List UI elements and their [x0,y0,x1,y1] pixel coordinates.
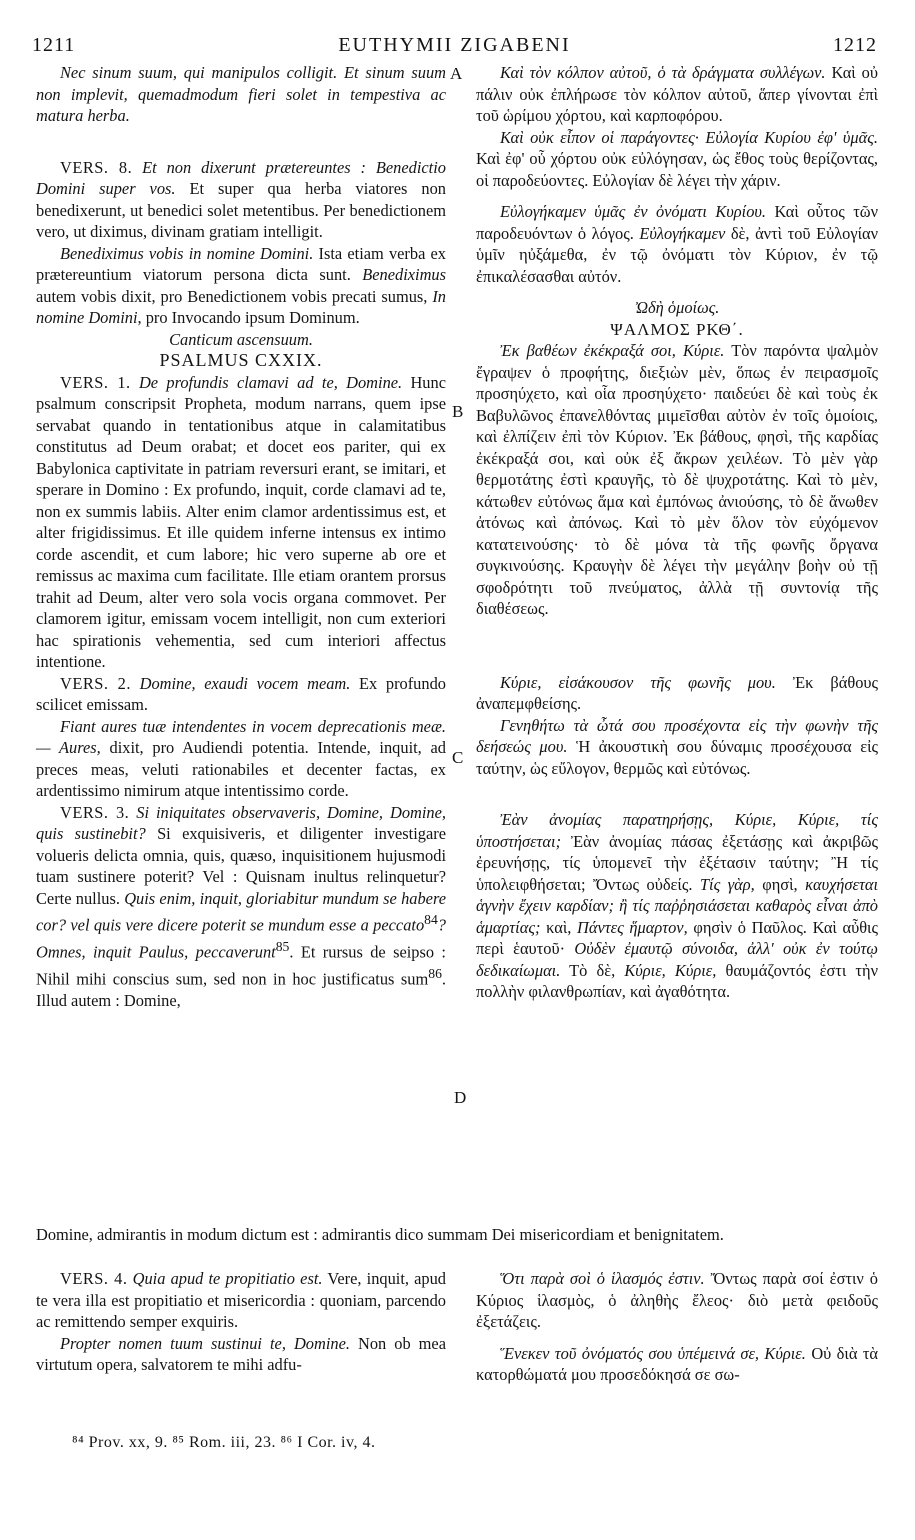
latin-verse-8 [36,157,446,243]
greek-paragraph: Γενηθήτω τὰ ὦτά σου προσέχοντα εἰς τὴν φωνὴν τῆς δεήσεώς μου. Ἡ ἀκουστικὴ σου δύναμις προσέχουσα εἰς ταύτην, ὡς εὔλογον, θερμῶς καὶ εὐτόνως. [476,715,878,778]
greek-column-lower [476,1268,878,1386]
full-width-line: Domine, admirantis in modum dictum est : admirantis dico summam Dei misericordiam et benignitatem. [36,1225,724,1244]
footnote-ref: 85 [275,938,290,954]
margin-marker-a: A [450,64,463,83]
latin-paragraph: Propter nomen tuum sustinui te, Domine. Non ob mea virtutum opera, salvatorem te mihi adfu- [36,1333,446,1374]
running-header [32,34,877,62]
latin-paragraph: Fiant aures tuæ intendentes in vocem deprecationis meæ. — Aures, dixit, pro Audiendi potentia. Intende, inquit, ad preces meas, veluti rationabiles et decenter factas, ex ardentissimo nimirum atque intentissimo corde. [36,716,446,800]
greek-verse-1: Ἐκ βαθέων ἐκέκραξά σοι, Κύριε. Τὸν παρόντα ψαλμὸν ἔγραψεν ὁ προφήτης, διεξιὼν μὲν, ὅπως ἐν πειρασμοῖς προσηύχετο, καὶ οἷα προσηύχετο· παιδεύει δὲ καὶ τοὺς ἐκ Βαβυλῶνος ἐπανελθόντας μιμεῖσθαι αὐτὸν ἐν τοῖς ὁμοίοις, καὶ ἐλπίζειν ἐπὶ τὸν Κύριον. Ἐκ βάθους, φησὶ, τῆς καρδίας ἐκέκραξά σοι, καὶ οὐκ ἐξ ἄκρων χειλέων. Τὸ μὲν γὰρ θερμοτάτης ἐστὶ κραυγῆς, τὸ δὲ ψυχροτάτης. Καὶ τὸ μὲν, κάτωθεν εὐτόνως ἅμα καὶ ἐμπόνως ἀνιούσης, τὸ δὲ ἄνωθεν ἀτόνως καὶ ἀπόνως. Καὶ τὸ μὲν ὅλον τὸν εὐχόμενον κατατεινούσης· τὸ δὲ μόνα τὰ τῆς φωνῆς ὄργανα συγκινούσης. Κραυγὴν δὲ λέγει τὴν μεγάλην βοὴν οὐ τῇ σφοδρότητι τοῦ πνεύματος, ἀλλὰ τῇ συντονίᾳ τῆς διαθέσεως. [476,341,878,618]
psalm-heading-greek: ΨΑΛΜΟΣ ΡΚΘ΄. [610,319,744,339]
greek-paragraph: Καὶ τὸν κόλπον αὐτοῦ, ὁ τὰ δράγματα συλλέγων. Καὶ οὐ πάλιν οὐκ ἐπλήρωσε τὸν κόλπον αὐτοῦ, ἅπερ γίνονται ἐπὶ τοῦ ὡρίμου χόρτου, καὶ καρποφόρου. [476,63,878,125]
verse-label: VERS. 8. [60,157,133,177]
margin-marker-d: D [454,1088,467,1107]
margin-marker-b: B [452,402,464,421]
latin-verse-3: VERS. 3. Si iniquitates observaveris, Domine, Domine, quis sustinebit? Si exquisiveris, et diligenter investigare volueris delicta omnia, quis, quæso, inquisitionem hujusmodi tuam sustinere poterit? Vel : Quisnam inultus relinquetur? Certe nullus. Quis enim, inquit, gloriabitur mundum se habere cor? vel quis vere dicere poterit se mundum esse a peccato$^{84}$? Omnes, inquit Paulus, peccaverunt$^{85}$. Et rursus de seipso : Nihil mihi conscius sum, sed non in hoc justificatus sum$^{86}$. Illud autem : Domine, [36,802,446,1010]
latin-column [36,62,446,1011]
latin-verse-1: VERS. 1. De profundis clamavi ad te, Domine. Hunc psalmum conscripsit Propheta, modum narrans, quem ipse servabat quando in tentationibus atque in calamitatibus constitutus ad Deum orabat; et docet eos pariter, qui ex Babylonica captivitate in patriam reversuri erant, se imitari, et sperare in Domino : Ex profundo, inquit, corde clamavi ad te, non ex summis labiis. Alter enim clamor ardentissimus est, et alter frigidissimus. Et ille quidem inferne intensus ex intimo corde ascendit, et cum labore; hic vero superne ab ore et remissus ac maxima cum facilitate. Ille etiam orantem prorsus trahit ad Deum, alter vero sola vocis organa commovet. Per clamorem igitur, emissam vocem intelligit, non cum exteriori hac spirationis vehementia, sed cum interiori affectus intentione. [36,372,446,671]
footnote-ref: 86 [428,965,442,981]
verse-lemma: Et non dixerunt prætereuntes : Benedictio Domini super vos. [36,157,446,198]
page-number-right: 1212 [833,34,877,56]
greek-paragraph: Ἕνεκεν τοῦ ὀνόματός σου ὑπέμεινά σε, Κύριε. Οὐ διὰ τὰ κατορθώματά μου προσεδόκησά σε σω- [476,1343,879,1384]
psalm-heading: PSALMUS CXXIX. [159,350,323,370]
greek-column [476,62,878,1003]
latin-paragraph: Nec sinum suum, qui manipulos colligit. Et sinum suum non implevit, quemadmodum fieri solet in tempestiva ac matura herba. [36,63,446,125]
footnote-ref: 84 [424,912,438,927]
greek-verse-3: Ἐὰν ἀνομίας παρατηρήσῃς, Κύριε, Κύριε, τίς ὑποστήσεται; Ἐὰν ἀνομίας πάσας ἐξετάσῃς καὶ ἀκριβῶς ἐρευνήσῃς, τίς ὑπομενεῖ τὴν ἐξέτασιν ταύτην; Ἢ τίς ὑπολειφθήσεται; Ὄντως οὐδείς. Τίς γὰρ, φησὶ, καυχήσεται ἁγνὴν ἔχειν καρδίαν; ἢ τίς παῤῥησιάσεται καθαρὸς εἶναι ἀπὸ ἁμαρτίας; καὶ, Πάντες ἥμαρτον, φησὶν ὁ Παῦλος. Καὶ αὖθις περὶ ἑαυτοῦ· Οὐδὲν ἐμαυτῷ σύνοιδα, ἀλλ' οὐκ ἐν τούτῳ δεδικαίωμαι. Τὸ δὲ, Κύριε, Κύριε, θαυμάζοντός ἐστι τὴν πολλὴν φιλανθρωπίαν, καὶ ἀγαθότητα. [476,810,878,1001]
greek-verse-4: Ὅτι παρὰ σοὶ ὁ ἱλασμός ἐστιν. Ὄντως παρὰ σοί ἐστιν ὁ Κύριος ἱλασμὸς, ὁ ἀληθὴς ἔλεος· διὸ μετὰ φειδοῦς ἐξετάζεις. [476,1269,878,1331]
page-number-left: 1211 [32,34,76,56]
greek-paragraph: Εὐλογήκαμεν ὑμᾶς ἐν ὀνόματι Κυρίου. Καὶ οὗτος τῶν παροδευόντων ὁ λόγος. Εὐλογήκαμεν δὲ, ἀντὶ τοῦ Εὐλογίαν ὑμῖν ηὐξάμεθα, ἐν τῷ ὀνόματι τὸν Κύριον, ἐν τῷ ἐπικαλέσασθαι αὐτόν. [476,202,879,286]
latin-paragraph: Benediximus vobis in nomine Domini. Ista etiam verba ex prætereuntium viatorum persona dicta sunt. Benediximus autem vobis dixit, pro Benedictionem vobis precati sumus, In nomine Domini, pro Invocando ipsum Dominum. [36,243,446,327]
footnotes: ⁸⁴ Prov. xx, 9. ⁸⁵ Rom. iii, 23. ⁸⁶ I Cor. iv, 4. [72,1434,376,1451]
latin-verse-2: VERS. 2. Domine, exaudi vocem meam. Ex profundo scilicet emissam. [36,673,446,714]
greek-verse-2: Κύριε, εἰσάκουσον τῆς φωνῆς μου. Ἐκ βάθους ἀναπεμφθείσης. [476,672,878,713]
ode-heading: Ὠδὴ ὁμοίως. [634,298,720,317]
latin-verse-4: VERS. 4. Quia apud te propitiatio est. Vere, inquit, apud te vera illa est propitiatio et misericordia : quoniam, parcendo ac remittendo semper exquiris. [36,1269,447,1331]
latin-column-lower [36,1268,446,1376]
margin-marker-c: C [452,748,464,767]
greek-paragraph: Καὶ οὐκ εἶπον οἱ παράγοντες· Εὐλογία Κυρίου ἐφ' ὑμᾶς. Καὶ ἐφ' οὗ χόρτου οὐκ εὐλόγησαν, ὡς ἔθος τοὺς θερίζοντας, οἱ παροδεύοντες. Εὐλογίαν δὲ λέγει τὴν χάριν. [476,127,878,190]
canticum-heading: Canticum ascensuum. [169,329,313,349]
verse-commentary: Et super qua herba viatores non benedixerunt, ut benedici solet metentibus. Per benedictionem vero, ut diximus, divinam gratiam intelligit. [36,179,446,241]
running-title: EUTHYMII ZIGABENI [338,34,571,56]
